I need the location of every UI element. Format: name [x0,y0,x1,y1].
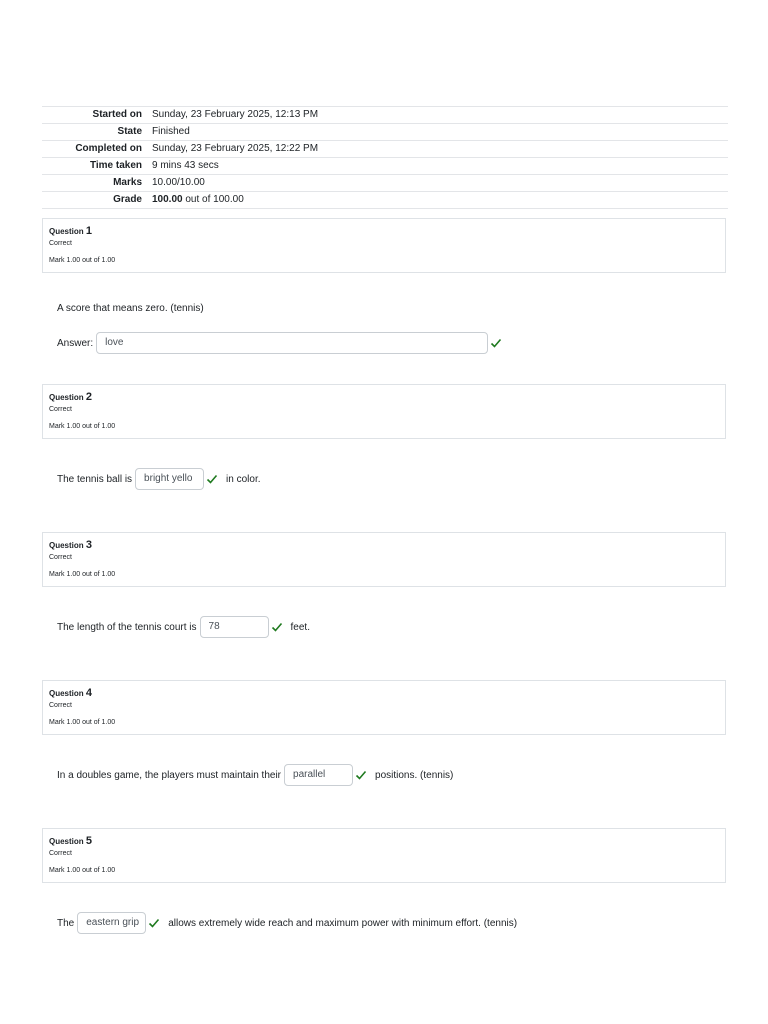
check-icon [271,621,283,633]
grade-label: Grade [113,194,142,205]
question-state: Correct [49,850,72,857]
question-number [49,225,719,238]
check-icon [355,769,367,781]
question-grade: Mark 1.00 out of 1.00 [49,867,116,874]
answer-input-4[interactable]: parallel [284,764,353,786]
summary-row-time-taken [42,158,728,175]
question-row-2 [57,466,261,492]
question-number-value: 2 [85,391,93,403]
question-number [49,391,719,404]
question-label: Question [49,689,84,698]
question-text-after: positions. (tennis) [375,769,454,781]
question-label: Question [49,541,84,550]
question-number-value: 4 [85,687,93,699]
grade-score: 100.00 [152,194,183,205]
question-info-3 [42,532,726,587]
question-state: Correct [49,554,72,561]
marks-label: Marks [113,177,142,188]
question-grade: Mark 1.00 out of 1.00 [49,423,116,430]
question-text-before: The [57,917,75,929]
question-label: Question [49,227,84,236]
question-grade: Mark 1.00 out of 1.00 [49,571,116,578]
question-row-4 [57,762,453,788]
check-icon [206,473,218,485]
marks-value: 10.00/10.00 [152,177,205,188]
question-number [49,835,719,848]
question-row-5 [57,910,517,936]
state-value: Finished [152,126,190,137]
question-answer-row-1 [57,330,502,356]
question-text-after: in color. [226,473,261,485]
check-icon [490,337,502,349]
state-label: State [117,126,142,137]
summary-row-started-on [42,107,728,124]
grade-value [152,192,728,209]
answer-input-2[interactable]: bright yello [135,468,204,490]
question-info-2 [42,384,726,439]
question-text-before: The length of the tennis court is [57,621,197,633]
question-info-1 [42,218,726,273]
question-text-1: A score that means zero. (tennis) [57,303,204,314]
answer-label: Answer: [57,337,94,349]
question-number [49,539,719,552]
answer-input-5[interactable]: eastern grip [77,912,146,934]
question-grade: Mark 1.00 out of 1.00 [49,719,116,726]
question-number-value: 1 [85,225,93,237]
answer-input-3[interactable]: 78 [200,616,269,638]
started-on-label: Started on [92,109,142,120]
question-info-4 [42,680,726,735]
summary-row-grade [42,192,728,209]
question-state: Correct [49,702,72,709]
question-info-5 [42,828,726,883]
question-number-value: 3 [85,539,93,551]
answer-input-1[interactable]: love [96,332,488,354]
check-icon [148,917,160,929]
time-taken-value: 9 mins 43 secs [152,160,219,171]
summary-row-marks [42,175,728,192]
question-row-3 [57,614,310,640]
quiz-review-summary [42,106,728,209]
question-text-before: The tennis ball is [57,473,133,485]
completed-on-label: Completed on [75,143,142,154]
summary-row-state [42,124,728,141]
question-state: Correct [49,406,72,413]
question-label: Question [49,837,84,846]
question-text-after: allows extremely wide reach and maximum power with minimum effort. (tennis) [168,917,518,929]
grade-out-of: out of 100.00 [182,194,244,205]
question-state: Correct [49,240,72,247]
question-number-value: 5 [85,835,93,847]
started-on-value: Sunday, 23 February 2025, 12:13 PM [152,109,319,120]
completed-on-value: Sunday, 23 February 2025, 12:22 PM [152,143,319,154]
question-label: Question [49,393,84,402]
time-taken-label: Time taken [89,160,142,171]
question-number [49,687,719,700]
question-text-before: In a doubles game, the players must maintain their [57,769,282,781]
question-grade: Mark 1.00 out of 1.00 [49,257,116,264]
summary-row-completed-on [42,141,728,158]
question-text-after: feet. [290,621,310,633]
